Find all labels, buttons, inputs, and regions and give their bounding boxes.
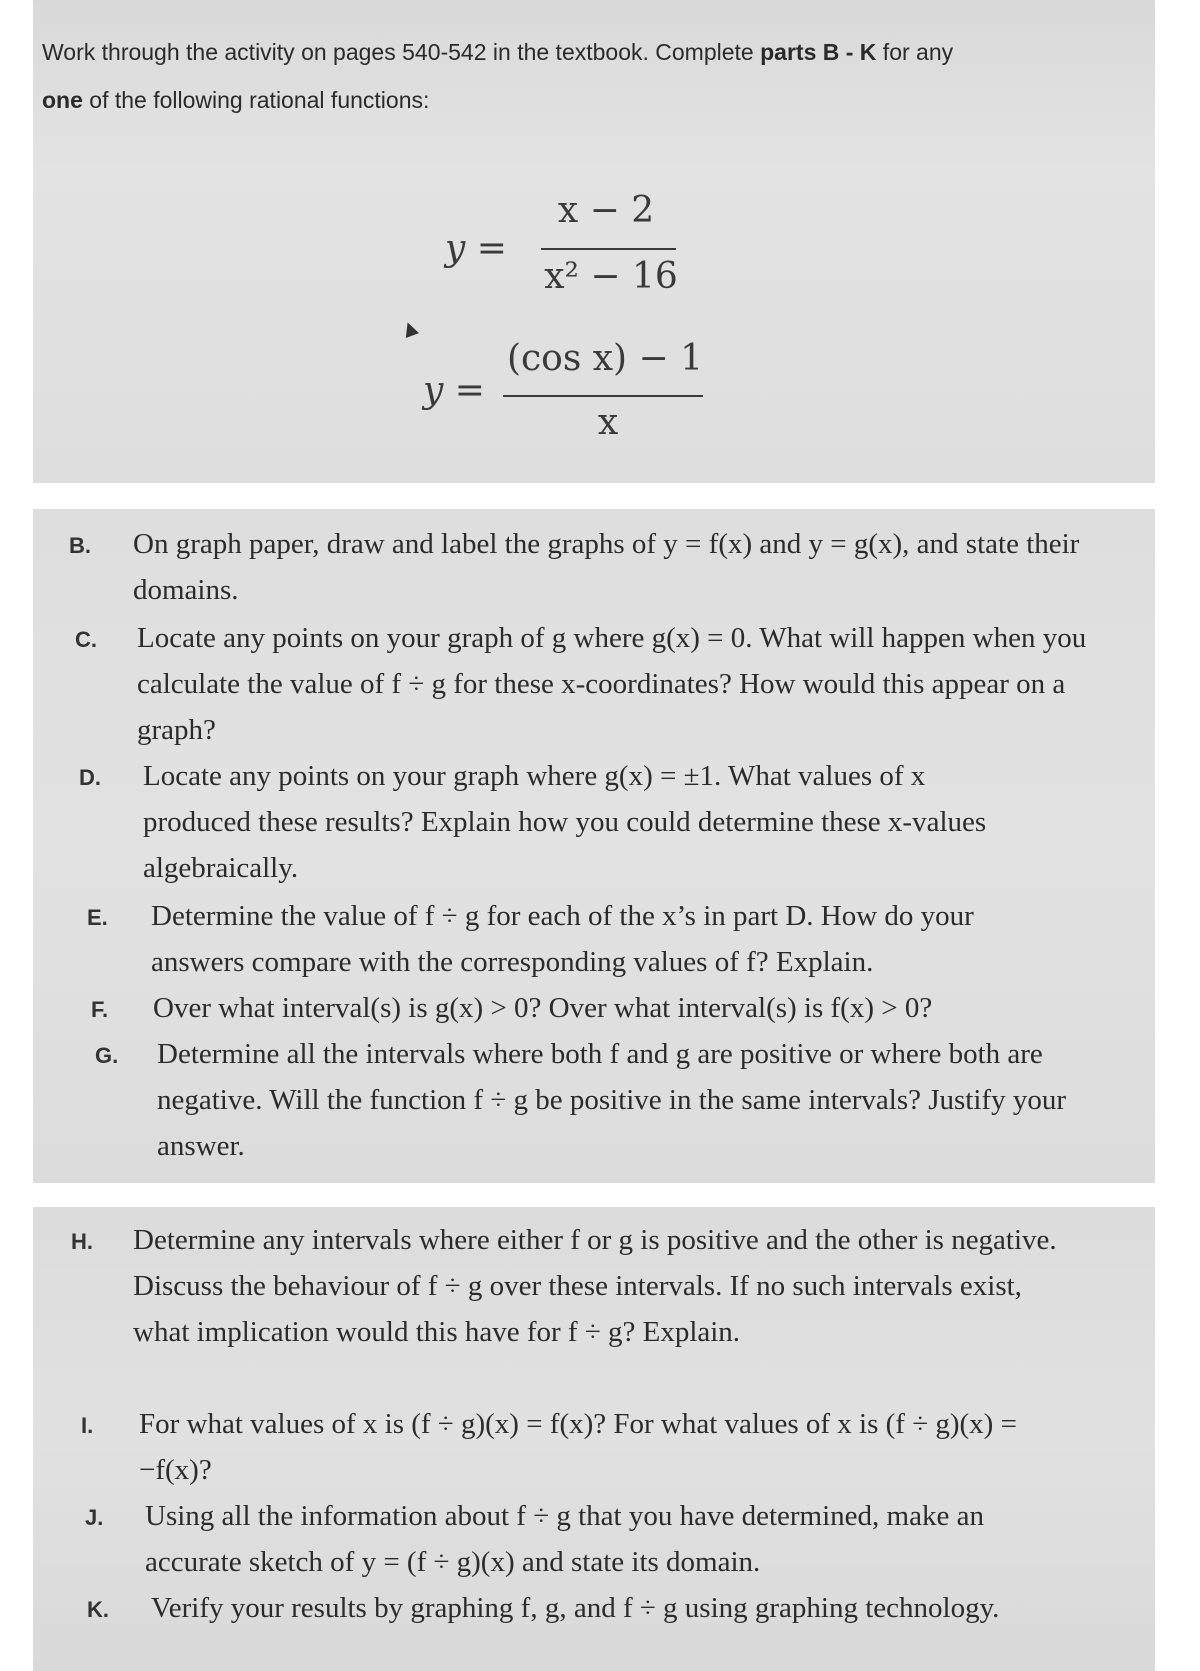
item-i-letter: I. [81, 1413, 94, 1438]
item-f-letter: F. [91, 997, 109, 1022]
equation-1-numerator: x − 2 [557, 190, 655, 231]
instructions-line1-end: for any [876, 39, 954, 65]
equation-2-fraction-bar [503, 395, 703, 397]
item-j-text: Using all the information about f ÷ g that you have determined, make an accurate sketch of y = (f ÷ g)(x) and state its domain. [145, 1500, 984, 1578]
item-c-text: Locate any points on your graph of g where g(x) = 0. What will happen when you calculate the value of f ÷ g for these x-coordinates? How would this appear on a graph? [137, 622, 1087, 746]
item-d-letter: D. [79, 765, 101, 790]
equation-1-denominator: x² − 16 [544, 256, 678, 297]
item-b-letter: B. [69, 533, 91, 558]
item-h-letter: H. [71, 1229, 93, 1254]
instructions-line2-end: of the following rational functions: [82, 87, 430, 113]
item-g-text: Determine all the intervals where both f and g are positive or where both are negative. Will the function f ÷ g be positive in the same intervals? Justify your answer. [157, 1038, 1066, 1162]
textbook-excerpt-b-to-g [33, 509, 1155, 1183]
equation-1-lhs: y = [445, 228, 507, 269]
item-b-text: On graph paper, draw and label the graphs of y = f(x) and y = g(x), and state their domains. [133, 528, 1080, 606]
equation-2-numerator: (cos x) − 1 [506, 338, 704, 379]
textbook-excerpt-h-to-k [33, 1207, 1155, 1671]
item-e-text: Determine the value of f ÷ g for each of the x’s in part D. How do your answers compare with the corresponding values of f? Explain. [151, 900, 974, 978]
item-i-text: For what values of x is (f ÷ g)(x) = f(x)? For what values of x is (f ÷ g)(x) = −f(x)? [139, 1408, 1017, 1486]
equation-2-lhs: y = [423, 370, 485, 411]
instructions-parts-range: parts B - K [760, 39, 877, 65]
instructions-one: one [42, 87, 83, 113]
instructions-panel [33, 0, 1155, 483]
item-f-text: Over what interval(s) is g(x) > 0? Over what interval(s) is f(x) > 0? [153, 992, 933, 1024]
item-k-letter: K. [87, 1597, 109, 1622]
instructions-line1-start: Work through the activity on pages 540-542 in the textbook. Complete [42, 39, 761, 65]
equation-2-denominator: x [597, 402, 619, 443]
item-g-letter: G. [95, 1043, 119, 1068]
mouse-pointer-icon [401, 320, 419, 338]
item-d-text: Locate any points on your graph where g(x) = ±1. What values of x produced these results? Explain how you could determine these x-values algebraically. [143, 760, 987, 884]
item-h-text: Determine any intervals where either f or g is positive and the other is negative. Discuss the behaviour of f ÷ g over these intervals. If no such intervals exist, what implication would this have for f ÷ g? Explain. [133, 1224, 1057, 1348]
equation-1-fraction-bar [541, 248, 676, 250]
item-e-letter: E. [87, 905, 108, 930]
instructions-text [42, 28, 1102, 124]
item-j-letter: J. [85, 1505, 104, 1530]
item-k-text: Verify your results by graphing f, g, and f ÷ g using graphing technology. [151, 1592, 1000, 1624]
item-c-letter: C. [75, 627, 97, 652]
